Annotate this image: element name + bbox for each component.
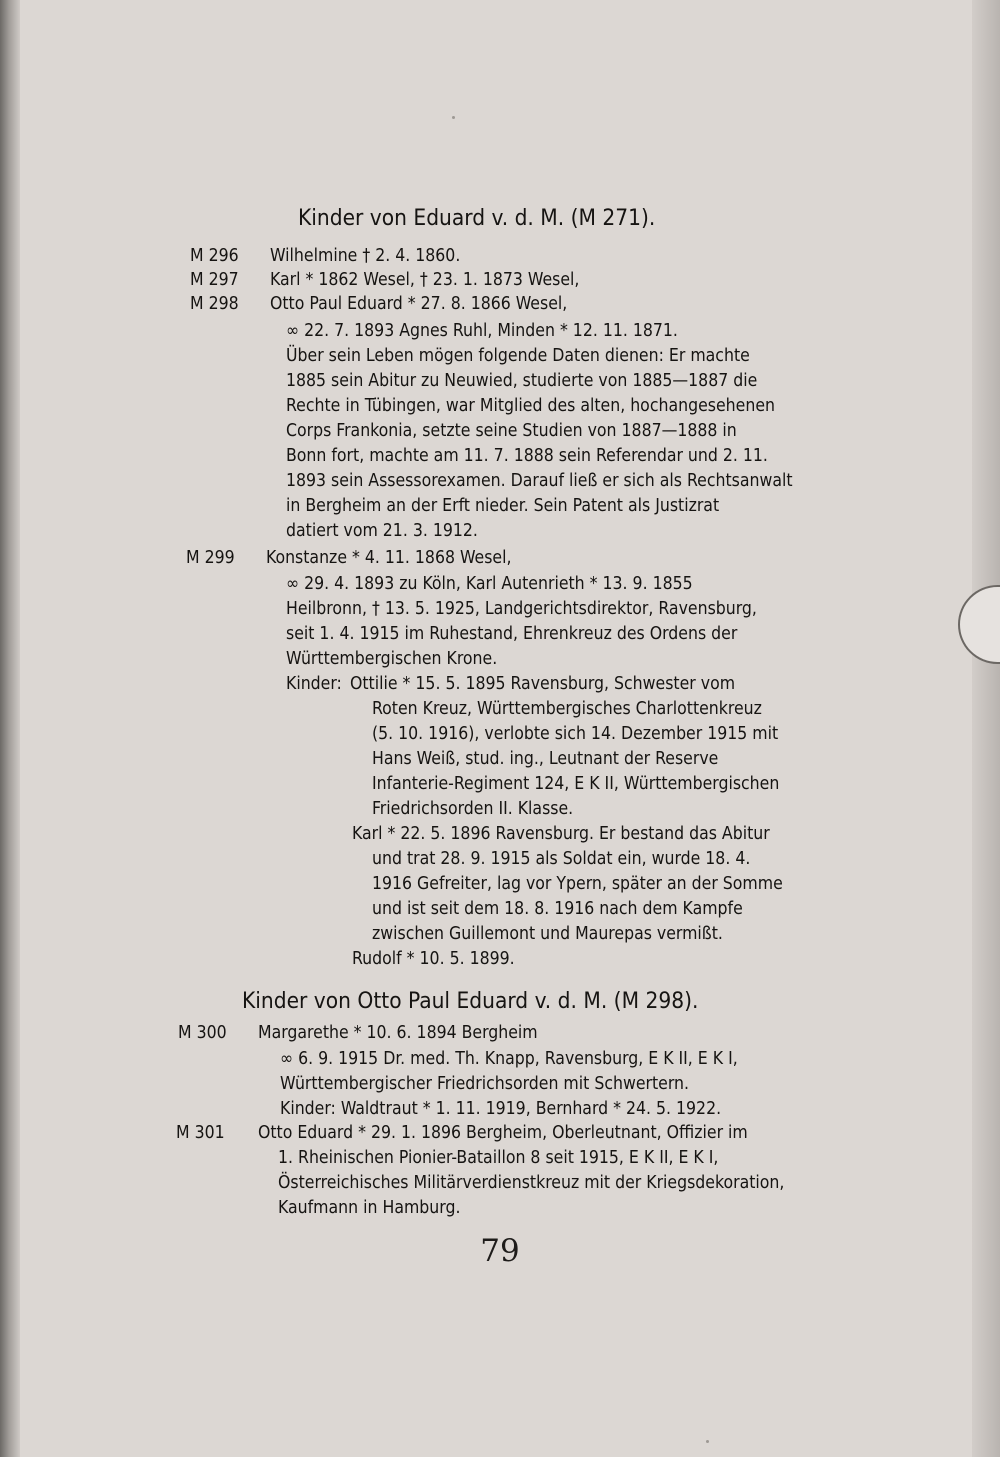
biography-line: Rechte in Tübingen, war Mitglied des alten, hochangesehenen xyxy=(286,396,775,416)
marriage-line: ∞ 29. 4. 1893 zu Köln, Karl Autenrieth * 13. 9. 1855 xyxy=(286,574,693,594)
marriage-line: ∞ 6. 9. 1915 Dr. med. Th. Knapp, Ravensburg, E K II, E K I, xyxy=(280,1049,738,1069)
detail-line: Kinder: Waldtraut * 1. 11. 1919, Bernhard * 24. 5. 1922. xyxy=(280,1099,722,1119)
child-line: 1916 Gefreiter, lag vor Ypern, später an der Somme xyxy=(372,874,783,894)
entry-ref: M 301 xyxy=(176,1123,225,1143)
entry-ref: M 297 xyxy=(190,270,239,290)
entry-line: Karl * 1862 Wesel, † 23. 1. 1873 Wesel, xyxy=(270,270,580,290)
page-right-edge xyxy=(972,0,1000,1457)
entry-ref: M 296 xyxy=(190,246,239,266)
detail-line: Württembergischer Friedrichsorden mit Schwertern. xyxy=(280,1074,689,1094)
child-line: zwischen Guillemont und Maurepas vermißt. xyxy=(372,924,723,944)
detail-line: Kaufmann in Hamburg. xyxy=(278,1198,461,1218)
book-binding-shadow xyxy=(0,0,20,1457)
biography-line: Bonn fort, machte am 11. 7. 1888 sein Referendar und 2. 11. xyxy=(286,446,768,466)
biography-line: 1893 sein Assessorexamen. Darauf ließ er sich als Rechtsanwalt xyxy=(286,471,793,491)
children-label: Kinder: xyxy=(286,674,342,694)
child-line: und ist seit dem 18. 8. 1916 nach dem Kampfe xyxy=(372,899,743,919)
biography-line: 1885 sein Abitur zu Neuwied, studierte von 1885—1887 die xyxy=(286,371,758,391)
page-tab-notch xyxy=(958,585,1000,664)
entry-line: Konstanze * 4. 11. 1868 Wesel, xyxy=(266,548,512,568)
entry-line: Margarethe * 10. 6. 1894 Bergheim xyxy=(258,1023,538,1043)
biography-line: Corps Frankonia, setzte seine Studien von 1887—1888 in xyxy=(286,421,737,441)
child-line: Hans Weiß, stud. ing., Leutnant der Reserve xyxy=(372,749,719,769)
entry-ref: M 300 xyxy=(178,1023,227,1043)
child-line: Roten Kreuz, Württembergisches Charlottenkreuz xyxy=(372,699,762,719)
biography-line: datiert vom 21. 3. 1912. xyxy=(286,521,478,541)
page-number: 79 xyxy=(480,1233,520,1269)
detail-line: Österreichisches Militärverdienstkreuz mit der Kriegsdekoration, xyxy=(278,1173,785,1193)
detail-line: 1. Rheinischen Pionier-Bataillon 8 seit 1915, E K II, E K I, xyxy=(278,1148,719,1168)
child-line: Rudolf * 10. 5. 1899. xyxy=(352,949,515,969)
child-line: und trat 28. 9. 1915 als Soldat ein, wurde 18. 4. xyxy=(372,849,751,869)
child-line: Infanterie-Regiment 124, E K II, Württembergischen xyxy=(372,774,780,794)
section-heading: Kinder von Eduard v. d. M. (M 271). xyxy=(298,205,656,231)
child-line: Ottilie * 15. 5. 1895 Ravensburg, Schwester vom xyxy=(350,674,736,694)
section-heading: Kinder von Otto Paul Eduard v. d. M. (M 298). xyxy=(242,988,699,1014)
detail-line: Heilbronn, † 13. 5. 1925, Landgerichtsdirektor, Ravensburg, xyxy=(286,599,757,619)
child-line: Karl * 22. 5. 1896 Ravensburg. Er bestand das Abitur xyxy=(352,824,770,844)
biography-line: Über sein Leben mögen folgende Daten dienen: Er machte xyxy=(286,346,750,366)
biography-line: in Bergheim an der Erft nieder. Sein Patent als Justizrat xyxy=(286,496,720,516)
entry-line: Wilhelmine † 2. 4. 1860. xyxy=(270,246,461,266)
detail-line: Württembergischen Krone. xyxy=(286,649,498,669)
entry-line: Otto Eduard * 29. 1. 1896 Bergheim, Oberleutnant, Offizier im xyxy=(258,1123,748,1143)
entry-ref: M 298 xyxy=(190,294,239,314)
marriage-line: ∞ 22. 7. 1893 Agnes Ruhl, Minden * 12. 11. 1871. xyxy=(286,321,678,341)
entry-line: Otto Paul Eduard * 27. 8. 1866 Wesel, xyxy=(270,294,568,314)
child-line: (5. 10. 1916), verlobte sich 14. Dezember 1915 mit xyxy=(372,724,779,744)
entry-ref: M 299 xyxy=(186,548,235,568)
detail-line: seit 1. 4. 1915 im Ruhestand, Ehrenkreuz des Ordens der xyxy=(286,624,738,644)
child-line: Friedrichsorden II. Klasse. xyxy=(372,799,574,819)
